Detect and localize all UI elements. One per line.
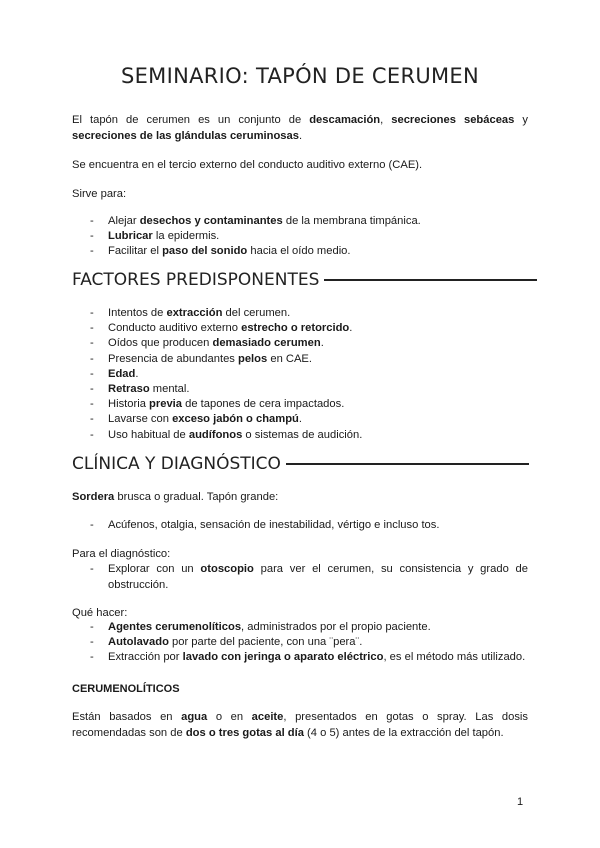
list-item: - Lubricar la epidermis. (72, 229, 528, 244)
page-title: SEMINARIO: TAPÓN DE CERUMEN (120, 64, 480, 88)
intro-text-1: El tapón de cerumen es un conjunto de (72, 114, 310, 126)
section-heading-text: CLÍNICA Y DIAGNÓSTICO (72, 454, 281, 474)
section-heading-factores (72, 270, 537, 290)
list-item: - Oídos que producen demasiado cerumen. (72, 336, 528, 351)
list-item: - Retraso mental. (72, 382, 528, 397)
page-number: 1 (517, 796, 524, 808)
cerumenoliticos-paragraph: Están basados en agua o en aceite, presentados en gotas o spray. Las dosis recomendadas son de dos o tres gotas al día (4 o 5) antes de la extracción del tapón. (72, 711, 528, 739)
list-item: - Edad. (72, 367, 528, 382)
sirve-list (72, 214, 528, 260)
subheading-cerumenoliticos: CERUMENOLÍTICOS (72, 683, 180, 695)
intro-paragraph (72, 112, 528, 144)
list-item: - Acúfenos, otalgia, sensación de inestabilidad, vértigo e incluso tos. (72, 518, 528, 533)
list-item: - Presencia de abundantes pelos en CAE. (72, 352, 528, 367)
heading-rule (324, 279, 537, 280)
list-item: - Explorar con un otoscopio para ver el cerumen, su consistencia y grado de obstrucción. (72, 561, 528, 593)
que-hacer-label: Qué hacer: (72, 607, 128, 619)
que-hacer-list (72, 620, 528, 666)
diagnostico-list (72, 561, 528, 593)
diagnostico-label: Para el diagnóstico: (72, 548, 171, 560)
list-item: - Extracción por lavado con jeringa o aparato eléctrico, es el método más utilizado. (72, 650, 528, 665)
intro-bold-3: secreciones de las glándulas ceruminosas (72, 130, 299, 142)
list-item: - Lavarse con exceso jabón o champú. (72, 412, 528, 427)
intro-bold-1: descamación (309, 114, 381, 126)
intro-text-2: , (380, 114, 392, 126)
intro-text-3: y (514, 114, 529, 126)
clinica-list (72, 518, 528, 533)
intro-bold-2: secreciones sebáceas (391, 114, 515, 126)
location-paragraph: Se encuentra en el tercio externo del conducto auditivo externo (CAE). (72, 159, 423, 171)
factores-list (72, 306, 528, 443)
list-item: - Uso habitual de audífonos o sistemas de audición. (72, 428, 528, 443)
list-item: - Agentes cerumenolíticos, administrados por el propio paciente. (72, 620, 528, 635)
list-item: - Conducto auditivo externo estrecho o retorcido. (72, 321, 528, 336)
list-item: - Autolavado por parte del paciente, con una ¨pera¨. (72, 635, 528, 650)
list-item: - Alejar desechos y contaminantes de la membrana timpánica. (72, 214, 528, 229)
section-heading-text: FACTORES PREDISPONENTES (72, 270, 320, 290)
list-item: - Facilitar el paso del sonido hacia el oído medio. (72, 244, 528, 259)
list-item: - Historia previa de tapones de cera impactados. (72, 397, 528, 412)
clinica-paragraph: Sordera brusca o gradual. Tapón grande: (72, 491, 279, 503)
sirve-label: Sirve para: (72, 188, 127, 200)
heading-rule (286, 463, 529, 464)
section-heading-clinica (72, 454, 529, 474)
intro-text-4: . (298, 130, 303, 142)
list-item: - Intentos de extracción del cerumen. (72, 306, 528, 321)
